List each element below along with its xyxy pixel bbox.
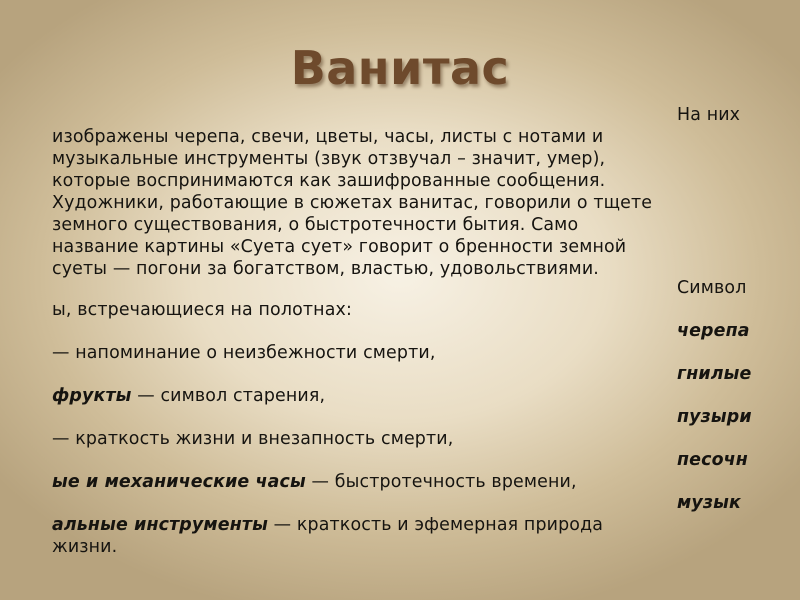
text-line (677, 449, 748, 471)
text-line (677, 104, 740, 126)
text-line (52, 148, 605, 170)
emphasis-run: ые и механические часы (52, 472, 306, 492)
text-run: изображены черепа, свечи, цветы, часы, листы с нотами и (52, 127, 604, 147)
emphasis-run: фрукты (52, 386, 132, 406)
emphasis-run: пузыри (677, 407, 752, 427)
text-run: На них (677, 105, 741, 125)
text-line (52, 258, 599, 280)
text-line (52, 514, 603, 536)
text-line (52, 214, 578, 236)
emphasis-run: музык (677, 493, 741, 513)
text-run: — напоминание о неизбежности смерти, (52, 343, 436, 363)
emphasis-run: альные инструменты (52, 515, 268, 535)
text-line (677, 492, 741, 514)
emphasis-run: гнилые (677, 364, 752, 384)
text-run: жизни. (52, 537, 118, 557)
text-line (52, 126, 603, 148)
text-run: ы, встречающиеся на полотнах: (52, 300, 352, 320)
text-line (677, 277, 746, 299)
text-line (52, 342, 436, 364)
text-run: — краткость жизни и внезапность смерти, (52, 429, 454, 449)
text-run: Художники, работающие в сюжетах ванитас, говорили о тщете (52, 193, 653, 213)
text-run: музыкальные инструменты (звук отзвучал – значит, умер), (52, 149, 606, 169)
text-run: Символ (677, 278, 747, 298)
text-run: название картины «Суета сует» говорит о бренности земной (52, 237, 627, 257)
text-line (52, 428, 453, 450)
text-run: — быстротечность времени, (305, 472, 577, 492)
text-run: — символ старения, (131, 386, 326, 406)
text-line (52, 299, 352, 321)
text-run: которые воспринимаются как зашифрованные сообщения. (52, 171, 606, 191)
emphasis-run: песочн (677, 450, 748, 470)
text-line (52, 192, 652, 214)
text-line (677, 406, 752, 428)
text-line (677, 363, 751, 385)
text-line (52, 385, 325, 407)
text-run: суеты — погони за богатством, властью, удовольствиями. (52, 259, 599, 279)
text-line (677, 320, 750, 342)
text-run: — краткость и эфемерная природа (267, 515, 604, 535)
emphasis-run: черепа (677, 321, 750, 341)
text-line (52, 170, 605, 192)
text-line (52, 236, 626, 258)
text-run: земного существования, о быстротечности бытия. Само (52, 215, 579, 235)
text-line (52, 536, 117, 558)
slide-title: Ванитас (290, 41, 510, 95)
text-line (52, 471, 577, 493)
